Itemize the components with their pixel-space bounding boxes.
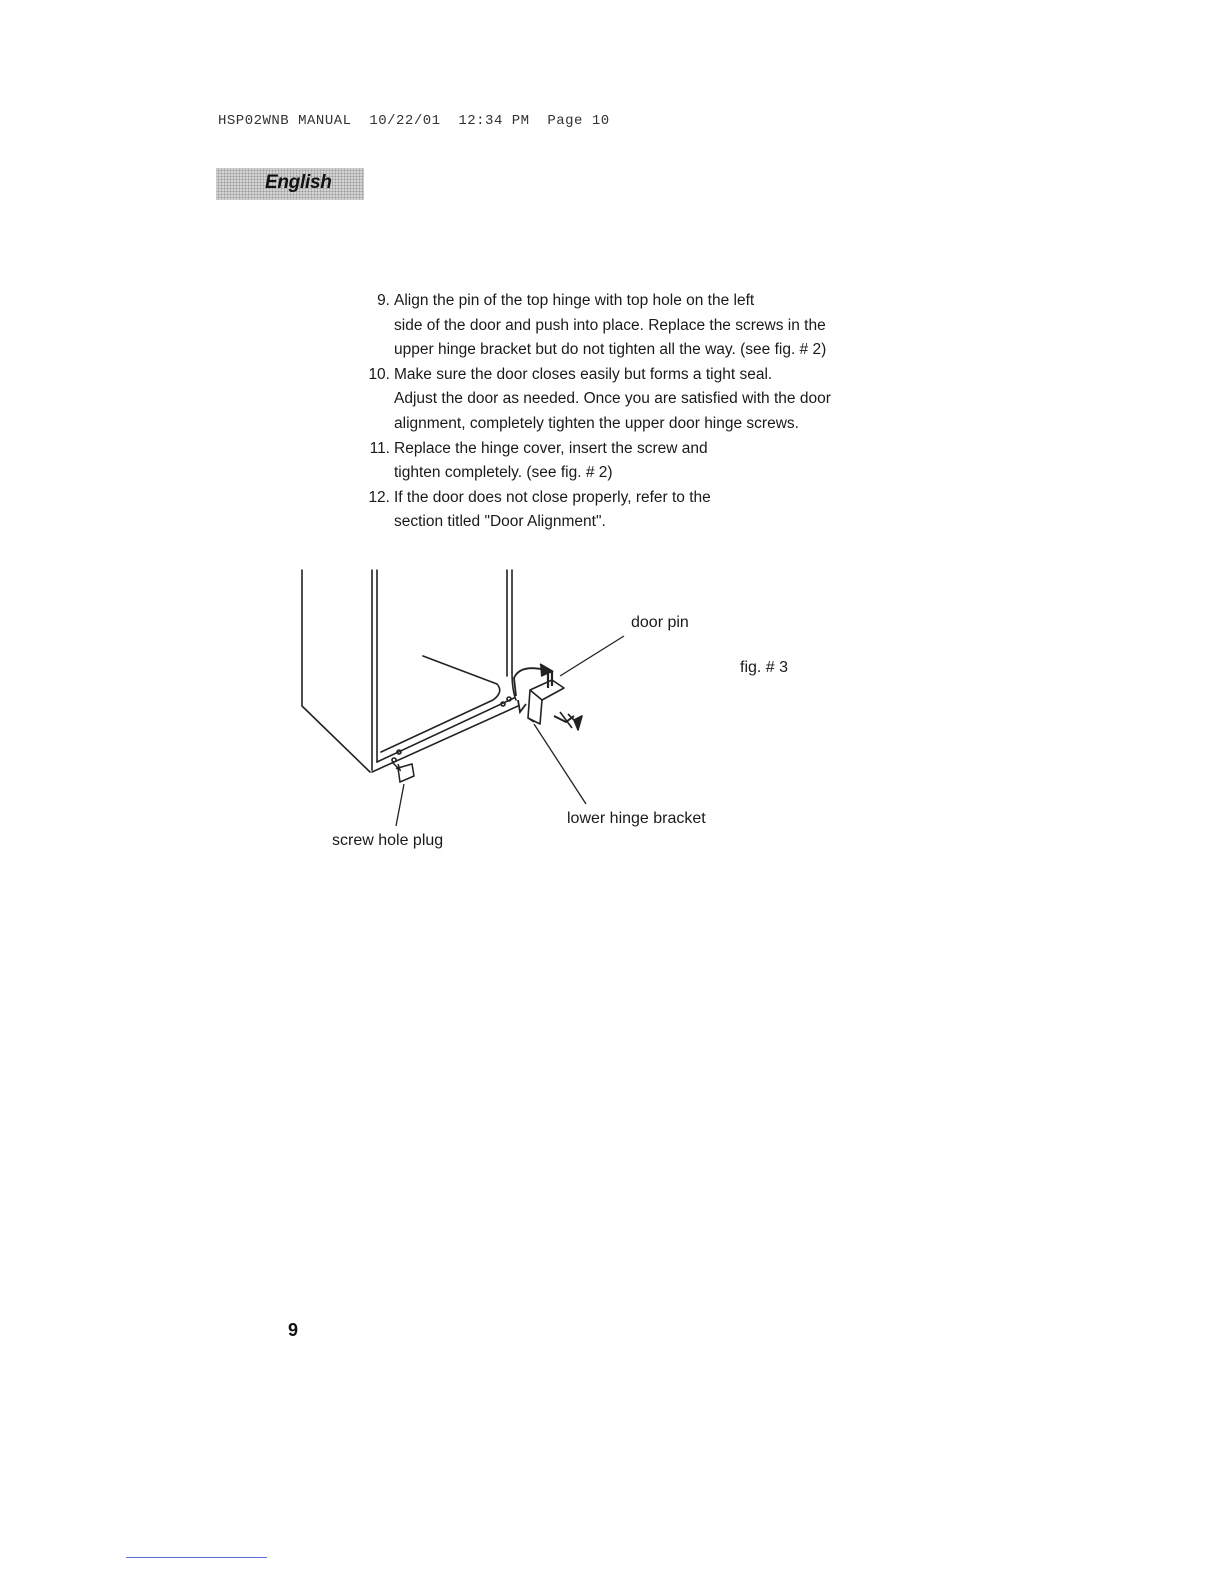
- hinge-bracket-drawing: [528, 672, 582, 730]
- step-line: upper hinge bracket but do not tighten all the way. (see fig. # 2): [394, 341, 827, 359]
- door-pin-label: door pin: [631, 614, 689, 631]
- screw-hole-plug-leader: [396, 784, 404, 826]
- step-9: [358, 289, 918, 363]
- cabinet-left-edge: [302, 570, 370, 772]
- step-line: If the door does not close properly, refer to the: [394, 488, 711, 506]
- door-bottom-inner: [377, 698, 514, 762]
- screw-hole: [501, 702, 505, 706]
- step-line: side of the door and push into place. Replace the screws in the: [394, 316, 826, 334]
- print-header-line: HSP02WNB MANUAL 10/22/01 12:34 PM Page 10: [218, 113, 610, 129]
- language-tab-label: English: [265, 172, 332, 193]
- step-line: tighten completely. (see fig. # 2): [394, 464, 613, 482]
- door-pin-arrow: [514, 664, 552, 712]
- step-11: [358, 437, 918, 486]
- screw-hole: [397, 750, 401, 754]
- step-12: [358, 486, 918, 535]
- door-gasket-line: [381, 656, 500, 752]
- step-line: Adjust the door as needed. Once you are satisfied with the door: [394, 390, 831, 408]
- leader-lines: [396, 636, 624, 826]
- step-line: section titled "Door Alignment".: [394, 513, 606, 531]
- step-line: Make sure the door closes easily but forms a tight seal.: [394, 365, 773, 383]
- lower-hinge-bracket-label: lower hinge bracket: [567, 810, 706, 827]
- door-pin-leader: [560, 636, 624, 676]
- cabinet-drawing: [302, 570, 518, 772]
- figure-caption: fig. # 3: [740, 659, 789, 676]
- screw-hole-plug-label: screw hole plug: [332, 832, 444, 849]
- step-line: alignment, completely tighten the upper door hinge screws.: [394, 414, 799, 432]
- bottom-rule: [126, 1557, 267, 1558]
- step-number: 12.: [368, 488, 390, 506]
- lower-hinge-bracket-leader: [534, 724, 586, 804]
- step-line: Align the pin of the top hinge with top hole on the left: [394, 292, 755, 309]
- door-bottom-outer: [372, 706, 518, 772]
- page-number: 9: [288, 1320, 299, 1340]
- step-number: 11.: [369, 439, 390, 457]
- screw-hole: [507, 697, 511, 701]
- step-line: Replace the hinge cover, insert the screw and: [394, 439, 708, 457]
- step-10: [358, 363, 918, 437]
- step-number: 9.: [377, 292, 390, 309]
- step-number: 10.: [368, 365, 390, 383]
- instruction-list: [358, 289, 918, 535]
- screw-hole: [392, 758, 396, 762]
- door-corner-curve: [512, 672, 516, 700]
- screw-hole-plug-drawing: [392, 762, 414, 782]
- language-tab: [216, 168, 364, 200]
